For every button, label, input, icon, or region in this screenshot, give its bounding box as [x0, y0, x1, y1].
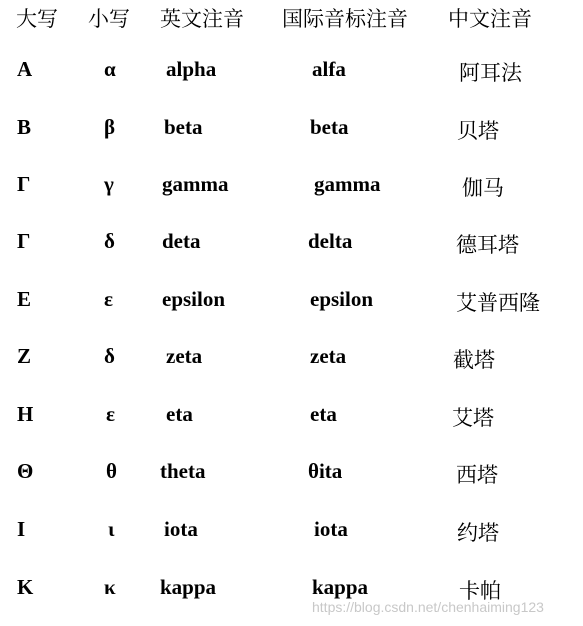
table-row [0, 229, 583, 269]
lowercase-cell: γ [104, 172, 114, 196]
ipa-cell: delta [308, 229, 353, 253]
header-lowercase: 小写 [88, 7, 130, 31]
table-row [0, 344, 583, 384]
table-row [0, 172, 583, 212]
ipa-cell: alfa [312, 57, 346, 81]
table-row [0, 402, 583, 442]
uppercase-cell: Β [17, 115, 32, 139]
lowercase-cell: β [104, 115, 116, 139]
english-cell: iota [164, 517, 198, 541]
lowercase-cell: α [104, 57, 116, 81]
header-ipa: 国际音标注音 [282, 7, 408, 31]
lowercase-cell: δ [104, 229, 115, 253]
uppercase-cell: Ε [17, 287, 32, 311]
english-cell: zeta [166, 344, 203, 368]
chinese-cell: 伽马 [462, 176, 504, 200]
ipa-cell: eta [310, 402, 337, 426]
english-cell: kappa [160, 575, 217, 599]
english-cell: beta [164, 115, 203, 139]
uppercase-cell: Ι [17, 517, 26, 541]
lowercase-cell: ε [106, 402, 115, 426]
header-english: 英文注音 [160, 7, 244, 31]
lowercase-cell: θ [106, 459, 117, 483]
header-uppercase: 大写 [16, 7, 58, 31]
english-cell: epsilon [162, 287, 226, 311]
chinese-cell: 截塔 [453, 348, 495, 372]
chinese-cell: 阿耳法 [459, 61, 522, 85]
table-row [0, 115, 583, 155]
lowercase-cell: ε [104, 287, 113, 311]
uppercase-cell: Θ [17, 459, 34, 483]
uppercase-cell: Γ [17, 229, 31, 253]
uppercase-cell: Ζ [17, 344, 32, 368]
ipa-cell: gamma [314, 172, 381, 196]
english-cell: deta [162, 229, 201, 253]
english-cell: theta [160, 459, 206, 483]
table-row [0, 459, 583, 499]
uppercase-cell: Η [17, 402, 34, 426]
ipa-cell: beta [310, 115, 349, 139]
lowercase-cell: ι [108, 517, 115, 541]
ipa-cell: θita [308, 459, 343, 483]
chinese-cell: 贝塔 [457, 119, 499, 143]
ipa-cell: kappa [312, 575, 369, 599]
uppercase-cell: Α [17, 57, 33, 81]
table-row [0, 517, 583, 557]
chinese-cell: 艾普西隆 [456, 291, 540, 315]
lowercase-cell: δ [104, 344, 115, 368]
lowercase-cell: κ [104, 575, 116, 599]
uppercase-cell: Γ [17, 172, 31, 196]
english-cell: gamma [162, 172, 229, 196]
chinese-cell: 西塔 [456, 463, 498, 487]
table-row [0, 287, 583, 327]
chinese-cell: 德耳塔 [456, 233, 519, 257]
english-cell: alpha [166, 57, 217, 81]
uppercase-cell: Κ [17, 575, 34, 599]
ipa-cell: zeta [310, 344, 347, 368]
chinese-cell: 卡帕 [459, 579, 501, 603]
chinese-cell: 约塔 [457, 521, 499, 545]
chinese-cell: 艾塔 [452, 406, 494, 430]
watermark: https://blog.csdn.net/chenhaiming123 [312, 599, 544, 615]
ipa-cell: epsilon [310, 287, 374, 311]
ipa-cell: iota [314, 517, 348, 541]
english-cell: eta [166, 402, 193, 426]
table-row [0, 57, 583, 97]
header-chinese: 中文注音 [448, 7, 532, 31]
